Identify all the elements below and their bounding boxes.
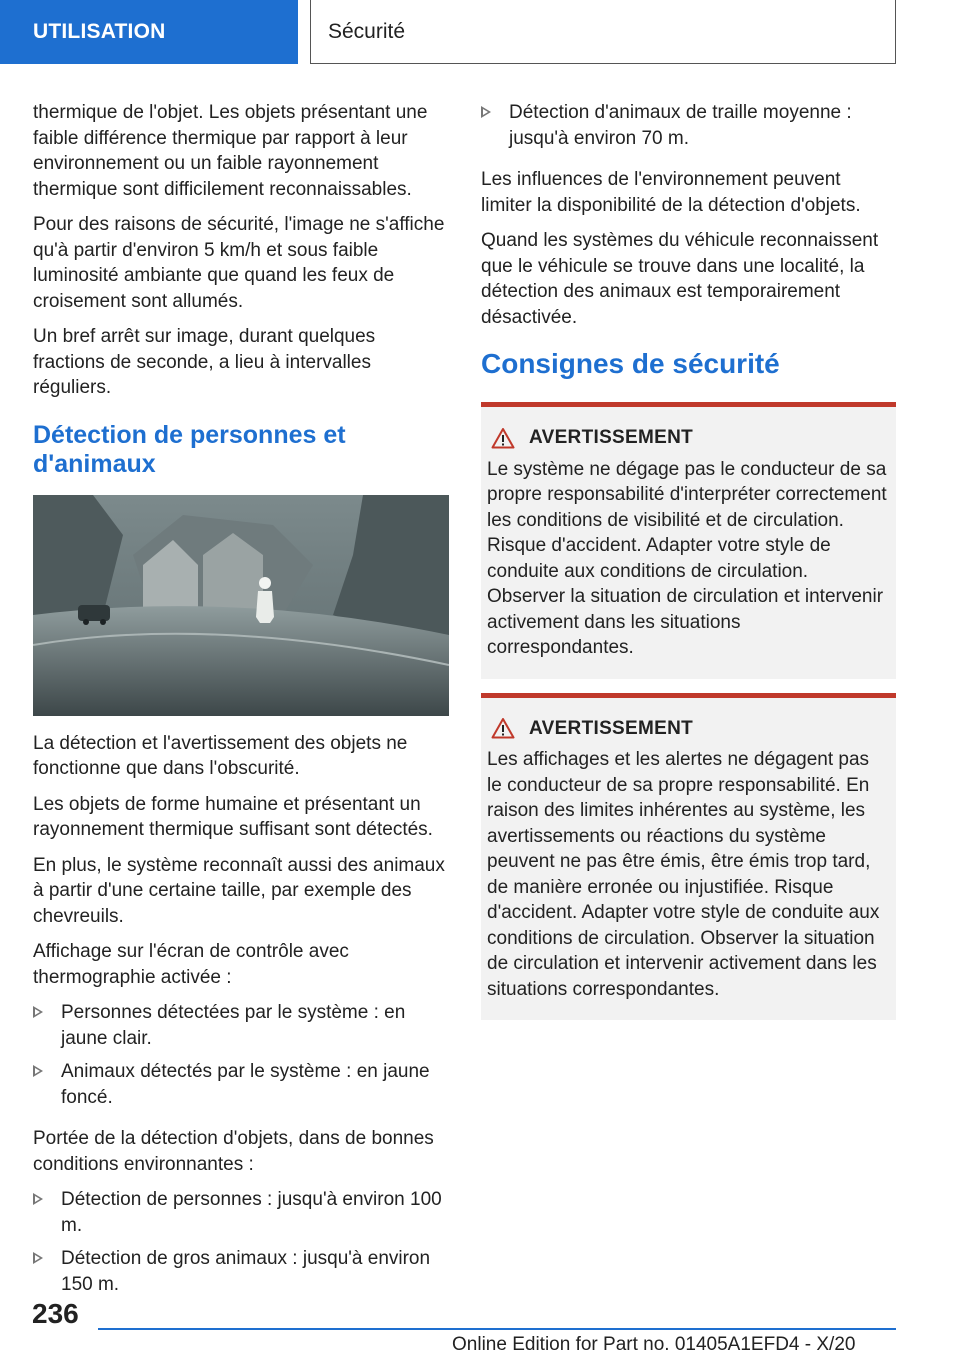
warning-text: Le système ne dégage pas le conducteur de sa propre responsabilité d'interpréter correctement les conditions de visibilité et de circulation. Risque d'accident. Adapter votre style de conduite aux conditions de circulation. Observer la situation de circulation et intervenir activement dans les situations correspondantes. (487, 458, 887, 658)
paragraph: Les influences de l'environnement peuvent limiter la disponibilité de la détection d'objets. (481, 169, 861, 216)
paragraph: Un bref arrêt sur image, durant quelques fractions de seconde, a lieu à intervalles réguliers. (33, 326, 376, 398)
paragraph: Les objets de forme humaine et présentant un rayonnement thermique suffisant sont détectés. (33, 793, 433, 840)
display-colors-list (33, 1000, 449, 1110)
triangle-bullet-icon (33, 1252, 43, 1264)
warning-text: Les affichages et les alertes ne dégagent pas le conducteur de sa propre responsabilité. En raison des limites inhérentes au système, les avertissements ou réactions du système peuvent ne pas être émis, être émis trop tard, de manière erronée ou injustifiée. Risque d'accident. Adapter votre style de conduite aux conditions de circulation. Observer la situation de circulation et intervenir activement dans les situations correspondantes. (487, 749, 880, 1000)
edition-note: Online Edition for Part no. 01405A1EFD4 - X/20 (452, 1334, 856, 1355)
warning-triangle-icon (491, 427, 515, 449)
left-column (33, 100, 449, 1313)
paragraph: En plus, le système reconnaît aussi des animaux à partir d'une certaine taille, par exemple des chevreuils. (33, 854, 445, 927)
paragraph: Pour des raisons de sécurité, l'image ne s'affiche qu'à partir d'environ 5 km/h et sous faible luminosité ambiante que quand les feux de croisement sont allumés. (33, 214, 445, 312)
detection-range-list (33, 1187, 449, 1297)
paragraph: Affichage sur l'écran de contrôle avec thermographie activée : (33, 941, 349, 988)
triangle-bullet-icon (33, 1006, 43, 1018)
footer-divider (98, 1328, 896, 1330)
list-item: Détection d'animaux de traille moyenne : jusqu'à environ 70 m. (481, 100, 896, 151)
list-item: Animaux détectés par le système : en jaune foncé. (33, 1059, 449, 1110)
right-column (481, 100, 896, 1034)
night-vision-photo (33, 495, 449, 716)
section-heading-safety: Consignes de sécurité (481, 348, 780, 379)
warning-box (481, 402, 896, 679)
list-item: Détection de personnes : jusqu'à environ 100 m. (33, 1187, 449, 1238)
paragraph: La détection et l'avertissement des objets ne fonctionne que dans l'obscurité. (33, 732, 408, 779)
list-item: Détection de gros animaux : jusqu'à environ 150 m. (33, 1246, 449, 1297)
section-title: UTILISATION (33, 20, 166, 43)
paragraph: thermique de l'objet. Les objets présentant une faible différence thermique par rapport à leur environnement ou un faible rayonnement thermique sont difficilement reconnaissables. (33, 102, 428, 200)
topic-tab (310, 0, 896, 64)
triangle-bullet-icon (481, 106, 491, 118)
paragraph: Quand les systèmes du véhicule reconnaissent que le véhicule se trouve dans une localité, la détection des animaux est temporairement désactivée. (481, 230, 879, 328)
paragraph: Portée de la détection d'objets, dans de bonnes conditions environnantes : (33, 1128, 434, 1175)
section-tab (0, 0, 298, 64)
detection-range-list-continued (481, 100, 896, 151)
warning-box (481, 693, 896, 1021)
triangle-bullet-icon (33, 1065, 43, 1077)
warning-triangle-icon (491, 717, 515, 739)
topic-title: Sécurité (328, 19, 406, 43)
page-number: 236 (32, 1298, 79, 1329)
list-item: Personnes détectées par le système : en jaune clair. (33, 1000, 449, 1051)
warning-title: AVERTISSEMENT (487, 716, 889, 742)
triangle-bullet-icon (33, 1193, 43, 1205)
warning-title: AVERTISSEMENT (487, 425, 889, 451)
section-heading-detection: Détection de personnes et d'animaux (33, 420, 346, 478)
